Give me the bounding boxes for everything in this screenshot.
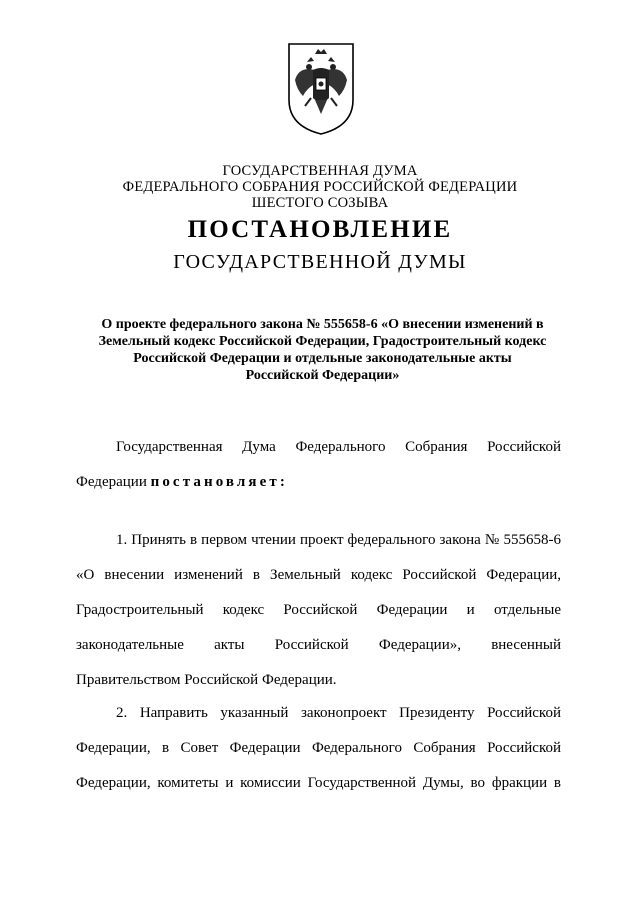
coat-of-arms-emblem [285, 40, 357, 138]
clause-line: законодательные акты Российской Федерации», внесенный [76, 637, 561, 653]
subject-line: Земельный кодекс Российской Федерации, Градостроительный кодекс [98, 334, 547, 349]
clause-2 [76, 696, 561, 801]
organization-subname: ФЕДЕРАЛЬНОГО СОБРАНИЯ РОССИЙСКОЙ ФЕДЕРАЦИИ [122, 179, 518, 195]
subject-line: О проекте федерального закона № 555658-6 «О внесении изменений в [101, 317, 544, 332]
preamble-line [76, 465, 561, 500]
preamble-text: Федерации [76, 474, 151, 490]
document-subtitle: ГОСУДАРСТВЕННОЙ ДУМЫ [173, 251, 467, 273]
document-title: ПОСТАНОВЛЕНИЕ [187, 216, 453, 243]
resolution-verb: постановляет: [150, 474, 288, 490]
clause-line: 1. Принять в первом чтении проект федерального закона № 555658-6 [116, 532, 561, 548]
clause-line: 2. Направить указанный законопроект Президенту Российской [116, 705, 561, 721]
clause-1 [76, 523, 561, 698]
convocation: ШЕСТОГО СОЗЫВА [251, 195, 389, 211]
subject-line: Российской Федерации» [245, 368, 400, 383]
clause-line: Федерации, в Совет Федерации Федерального Собрания Российской [76, 740, 561, 756]
clause-line: Правительством Российской Федерации. [76, 672, 337, 688]
organization-name: ГОСУДАРСТВЕННАЯ ДУМА [222, 163, 418, 179]
document-subject [70, 316, 575, 384]
clause-line: Градостроительный кодекс Российской Федерации и отдельные [76, 602, 561, 618]
clause-line: Федерации, комитеты и комиссии Государственной Думы, во фракции в [76, 775, 561, 791]
preamble [76, 430, 561, 500]
preamble-line: Государственная Дума Федерального Собрания Российской [116, 439, 561, 455]
subject-line: Российской Федерации и отдельные законодательные акты [133, 351, 512, 366]
clause-line: «О внесении изменений в Земельный кодекс Российской Федерации, [76, 567, 561, 583]
